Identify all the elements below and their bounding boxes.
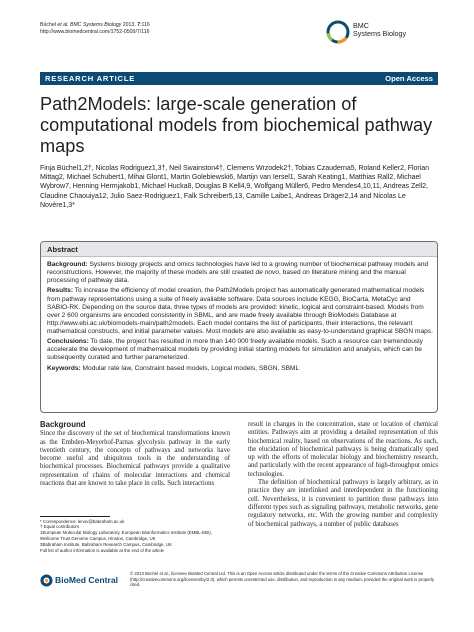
keywords-label: Keywords: [47,364,81,372]
header-citation [40,22,150,36]
article-type-banner [40,72,438,85]
abstract-conclusions [47,338,433,362]
background-italic: de novo [255,269,279,277]
affiliation-note: 3Babraham Institute, Babraham Research Campus, Cambridge, UK [40,541,173,547]
abstract-results [47,287,433,336]
background-tail: , based on literature mining and the manual processing of pathway data. [47,269,406,285]
body-paragraph: Since the discovery of the set of biochemical transformations known as the Embden-Meyerhof-Parnas glycolysis pathway in the early twentieth century, the concepts of pathways and networks have become useful and ubiquitous tools in the understanding of biochemical processes. Biochemical pathways provide a qualitative representation of chains of molecular interactions and chemical reactions that are known to take place in cells. Such interactions [40,430,230,488]
citation-url[interactable]: http://www.biomedcentral.com/1752-0509/7/116 [40,29,150,36]
footnote-rule [40,516,110,517]
abstract-body [47,261,433,375]
author-list: Finja Büchel1,2†, Nicolas Rodriguez1,3†, Neil Swainston4†, Clemens Wrzodek2†, Tobias Czauderna5, Roland Keller2, Florian Mittag2, Michael Schubert1, Mihai Glont1, Martin Golebiewski6, Martijn van Iersel1, Sarah Keating1, Matthias Rall2, Michael Wybrow7, Henning Hermjakob1, Michael Hucka8, Douglas B Kell4,9, Wolfgang Müller6, Pedro Mendes4,10,11, Andreas Zell2, Claudine Chaouiya12, Julio Saez-Rodriguez1, Falk Schreiber5,13, Camille Laibe1, Andreas Dräger2,14 and Nicolas Le Novère1,3* [40,165,429,209]
logo-text [353,22,406,38]
citation-volume: 7 [137,22,141,28]
bmc-systems-biology-logo [326,18,438,40]
affiliation-note: 1European Molecular Biology Laboratory, European Bioinformatics Institute (EMBL-EBI), Wellcome Trust Genome Campus, Hinxton, Cambridge, UK [40,530,212,541]
keywords-text: Modular rate law, Constraint based models, Logical models, SBGN, SBML [80,364,300,372]
license-text: © 2013 Büchel et al.; licensee BioMed Central Ltd. This is an Open Access article distributed under the terms of the Creative Commons Attribution License (http://creativecommons.org/licenses/by/2.0), which permits unrestricted use, distribution, and reproduction in any medium, provided the original work is properly cited. [130,571,435,588]
biomed-central-logo [40,574,120,588]
citation-line [40,22,150,29]
biomed-central-icon [40,574,53,587]
citation-et-al: et al. [57,22,69,28]
publisher-name: BioMed Central [55,575,119,585]
abstract-keywords [47,365,433,373]
conclusions-text: To date, the project has resulted in more than 140 000 freely available models. Such a resource can tremendously accelerate the development of mathematical models by providing initial starting models for simulation and analysis, which can be subsequently curated and further parameterized. [47,338,423,362]
abstract-box [40,241,438,413]
abstract-background [47,261,433,285]
background-text: Systems biology projects and omics technologies have led to a growing number of biochemical pathway models and reconstructions. However, the majority of these models are still created [47,261,429,277]
research-article-label: RESEARCH ARTICLE [45,74,136,83]
background-label: Background: [47,261,88,268]
correspondence-note[interactable]: * Correspondence: lenov@babraham.ac.uk [40,518,125,524]
logo-line-1: BMC [353,21,369,30]
citation-year: 2013, [121,22,138,28]
open-access-label: Open Access [385,74,433,83]
bmc-ring-icon [326,20,350,44]
body-right-column [248,421,438,529]
author-info-note: Full list of author information is available at the end of the article [40,547,164,553]
footnotes [40,516,230,553]
results-label: Results: [47,287,74,295]
body-paragraph: The definition of biochemical pathways is largely arbitrary, as in practice they are interlinked and interdependent in the functioning cell. Nevertheless, it is convenient to partition these pathways into different types such as signaling pathways, metabolic networks, gene regulatory networks, etc. With the growing number and complexity of biochemical pathways, a number of public databases [248,479,438,528]
abstract-heading: Abstract [47,245,78,254]
equal-contributors-note: † Equal contributors [40,524,80,530]
abstract-header [41,242,437,257]
body-left-column [40,421,230,488]
conclusions-label: Conclusions: [47,338,89,346]
citation-journal: BMC Systems Biology [68,22,122,28]
citation-pages: :116 [140,22,150,28]
results-text: To increase the efficiency of model creation, the Path2Models project has automatically generated mathematical models from pathway representations using a suite of freely available software. Data sources include KEGG, BioCarta, MetaCyc and SABIO-RK. Depending on the source data, three types of models are provided: kinetic, logical and constraint-based. Models from over 2 600 organisms are encoded consistently in SBML, and are made freely available through BioModels Database at http://www.ebi.ac.uk/biomodels-main/path2models. Each model contains the list of participants, their interactions, the relevant mathematical constructs, and initial parameter values. Most models are also available as easy-to-understand graphical SBGN maps. [47,287,433,335]
citation-authors: Büchel [40,22,58,28]
logo-line-2: Systems Biology [353,29,407,38]
background-heading: Background [40,420,86,429]
body-paragraph: result in changes in the concentration, state or location of chemical entities. Pathways aim at providing a detailed representation of this biochemical reality, based on observations of the reactions. As such, the elucidation of biochemical pathways is being dramatically sped up with the efforts of molecular biology and biochemistry research, and particularly with the recent appearance of high-throughput omics technologies. [248,421,438,478]
article-title: Path2Models: large-scale generation of computational models from biochemical pathway maps [40,94,433,156]
